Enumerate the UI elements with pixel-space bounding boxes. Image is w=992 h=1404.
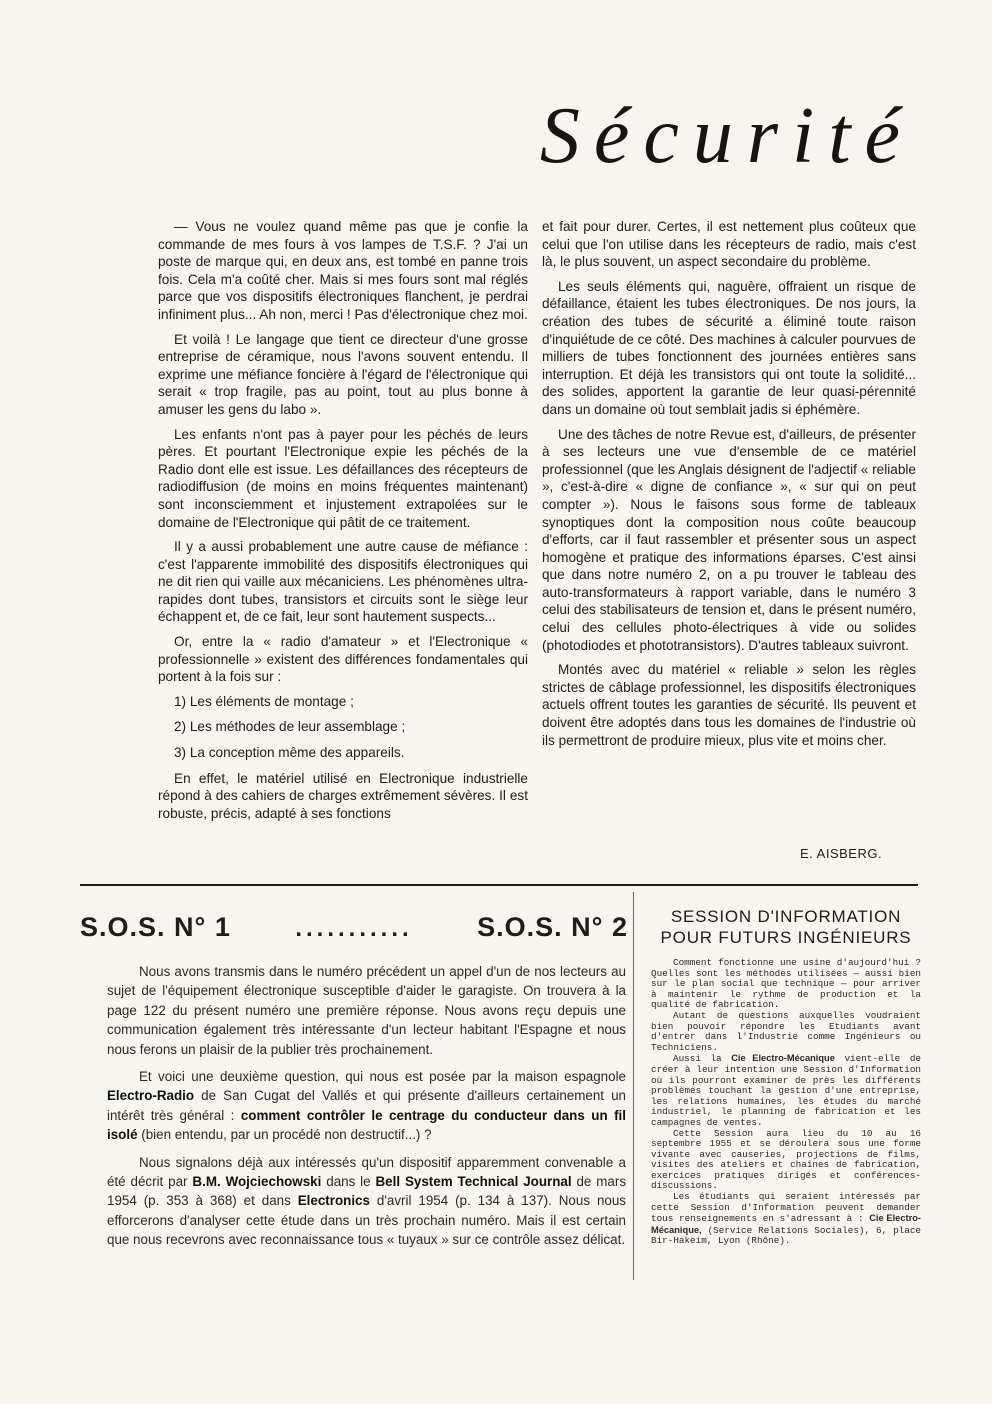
list-item: 2) Les méthodes de leur assemblage ; xyxy=(174,719,406,735)
article-paragraph: Montés avec du matériel « reliable » selon les règles strictes de câblage professionnel, les dispositifs électroniques actuels offrent toutes les garanties de sécurité. Ils peuvent et doivent être adoptés dans tous les domaines de l'industrie où ils permettront de produire mieux, plus vite et moins cher. xyxy=(542,662,916,748)
sos-paragraph xyxy=(107,1153,626,1250)
session-title-line: POUR FUTURS INGÉNIEURS xyxy=(660,928,912,947)
company-name: Cie Electro-Mécanique xyxy=(731,1053,835,1064)
text-run: Les étudiants qui seraient intéressés par cette Session d'Information peuvent demander tous renseignements en s'adressant à : xyxy=(651,1191,921,1225)
article-paragraph: Les seuls éléments qui, naguère, offraient un risque de défaillance, étaient les tubes électroniques. De nos jours, la création des tubes de sécurité a éliminé toute raison d'inquiétude de ce côté. Des machines à calculer pourvues de milliers de tubes fonctionnent des journées entières sans interruption. Et déjà les transistors qui ont toute la solidité... des solides, apportent la garantie de leur quasi-pérennité dans un domaine où tout semblait jadis si éphémère. xyxy=(542,278,916,417)
list-item: 3) La conception même des appareils. xyxy=(174,745,405,761)
session-paragraph xyxy=(651,1053,921,1128)
text-run: de mars 1954 (p. 353 à 368) et dans xyxy=(107,1174,627,1209)
text-run: Nous signalons déjà aux intéressés qu'un dispositif apparemment convenable a été décrit par xyxy=(107,1154,626,1190)
article-column-left xyxy=(158,218,528,829)
text-run: (Service Relations Sociales), 6, place Bir-Hakeim, Lyon (Rhône). xyxy=(651,1224,921,1247)
article-paragraph: Il y a aussi probablement une autre cause de méfiance : c'est l'apparente immobilité des dispositifs électroniques qui ne dit rien qui vaille aux mécaniciens. Les phénomènes ultra-rapides dont tubes, transistors et circuits sont le siège leur échappent et, de ce fait, leur sont hautement suspects... xyxy=(158,539,528,625)
leader-dots: ........... xyxy=(295,915,413,942)
session-paragraph: Autant de questions auxquelles voudraient bien pouvoir répondre les Etudiants avant d'entrer dans l'Industrie comme Ingénieurs ou Techniciens. xyxy=(651,1009,921,1053)
section-divider xyxy=(80,884,918,886)
text-run: (bien entendu, par un procédé non destructif...) ? xyxy=(137,1127,432,1143)
text-run: de San Cugat del Vallés et qui présente d'ailleurs certainement un intérêt très général : xyxy=(107,1088,626,1123)
text-run: vient-elle de créer à leur intention une Session d'Information où ils pourront examiner de près les différents problèmes touchant la gestion d'une entreprise, les relations humaines, les études du marché industriel, le planning de fabrication et les campagnes de ventes. xyxy=(651,1053,921,1128)
article-paragraph: Les enfants n'ont pas à payer pour les péchés de leurs pères. Et pourtant l'Electronique expie les péchés de la Radio dont elle est issue. Les défaillances des récepteurs de radiodiffusion (de moins en moins fréquentes maintenant) sont inconsciemment et injustement extrapolées sur le domaine de l'Electronique qui pâtit de ce traitement. xyxy=(158,426,528,530)
company-name: Electro-Radio xyxy=(107,1088,195,1104)
sos-2-label: S.O.S. N° 2 xyxy=(477,912,628,942)
session-paragraph xyxy=(651,1192,921,1247)
author-name: B.M. Wojciechowski xyxy=(192,1174,322,1190)
session-paragraph: Comment fonctionne une usine d'aujourd'hui ? Quelles sont les méthodes utilisées — aussi bien sur le plan social que technique — pour arriver à maintenir le rythme de production et la qualité de fabrication. xyxy=(651,957,921,1011)
article-paragraph: Et voilà ! Le langage que tient ce directeur d'une grosse entreprise de céramique, nous l'avons souvent entendu. Il exprime une méfiance foncière à l'égard de l'électronique qui serait « trop fragile, pas au point, tout au plus bonne à amuser les gens du labo ». xyxy=(158,331,528,417)
company-name: Cie Electro-Mécanique, xyxy=(651,1213,921,1235)
sos-heading xyxy=(80,912,628,943)
session-body xyxy=(651,958,921,1247)
article-title: Sécurité xyxy=(539,92,914,180)
sos-paragraph xyxy=(107,1067,626,1145)
article-paragraph: — Vous ne voulez quand même pas que je confie la commande de mes fours à vos lampes de T.S.F. ? J'ai un poste de marque qui, en deux ans, est tombé en panne trois fois. Cela m'a coûté cher. Mais si mes fours sont mal réglés parce que vos dispositifs électroniques flanchent, je perdrai infiniment plus... Ah non, merci ! Pas d'électronique chez moi. xyxy=(158,219,528,322)
question-text: comment contrôler le centrage du conducteur dans un fil isolé xyxy=(107,1107,626,1143)
sos-body xyxy=(107,962,626,1258)
journal-name: Bell System Technical Journal xyxy=(375,1174,572,1190)
author-signature: E. AISBERG. xyxy=(800,846,883,861)
journal-name: Electronics xyxy=(297,1193,370,1209)
text-run: Aussi la xyxy=(673,1053,732,1065)
article-paragraph: Une des tâches de notre Revue est, d'ailleurs, de présenter à ses lecteurs une vue d'ensemble de ce matériel professionnel (que les Anglais désignent de l'adjectif « reliable », c'est-à-dire « digne de confiance », « sur qui on peut compter »). Nous le faisons sous forme de tableaux synoptiques dont la composition nous coûte beaucoup d'efforts, car il faut rassembler et présenter sous un aspect homogène et pratique des informations éparses. C'est ainsi que dans notre numéro 2, on a pu trouver le tableau des auto-transformateurs à rapport variable, dans le numéro 3 celui des stabilisateurs de tension et, dans le présent numéro, celui des cellules photo-électriques à vide ou solides (photodiodes et phototransistors). D'autres tableaux suivront. xyxy=(542,426,916,653)
session-title-line: SESSION D'INFORMATION xyxy=(670,907,902,926)
text-run: d'avril 1954 (p. 134 à 137). Nous nous efforcerons d'analyser cette étude dans un très prochain numéro. Mais il est certain que nous recevrons avec reconnaissance tous « tuyaux » sur ce contrôle assez délicat. xyxy=(107,1193,626,1248)
column-divider xyxy=(633,892,634,1280)
text-run: Et voici une deuxième question, qui nous est posée par la maison espagnole xyxy=(139,1069,626,1085)
article-paragraph: En effet, le matériel utilisé en Electronique industrielle répond à des cahiers de charges extrêmement sévères. Il est robuste, précis, adapté à ses fonctions xyxy=(158,770,528,821)
text-run: dans le xyxy=(321,1174,376,1190)
sos-paragraph: Nous avons transmis dans le numéro précédent un appel d'un de nos lecteurs au sujet de l'équipement électronique susceptible d'aider le garagiste. On trouvera à la page 122 du présent numéro une première réponse. Nous avons reçu depuis une communication également très intéressante d'un lecteur habitant l'Espagne et nous nous ferons un plaisir de la publier très prochainement. xyxy=(107,964,626,1057)
list-item: 1) Les éléments de montage ; xyxy=(174,693,354,709)
differences-list xyxy=(158,693,528,762)
article-column-right xyxy=(542,218,916,756)
session-paragraph: Cette Session aura lieu du 10 au 16 septembre 1955 et se déroulera sous une forme vivante avec causeries, projections de films, visites des ateliers et chaînes de fabrication, exercices pratiques dirigés et conférences-discussions. xyxy=(651,1127,921,1192)
article-paragraph: et fait pour durer. Certes, il est nettement plus coûteux que celui que l'on utilise dans les récepteurs de radio, mais c'est là, le plus souvent, un aspect secondaire du problème. xyxy=(542,219,916,270)
article-paragraph: Or, entre la « radio d'amateur » et l'Electronique « professionnelle » existent des différences fondamentales qui portent à la fois sur : xyxy=(158,634,528,685)
sos-1-label: S.O.S. N° 1 xyxy=(80,912,231,942)
session-title xyxy=(651,906,921,948)
